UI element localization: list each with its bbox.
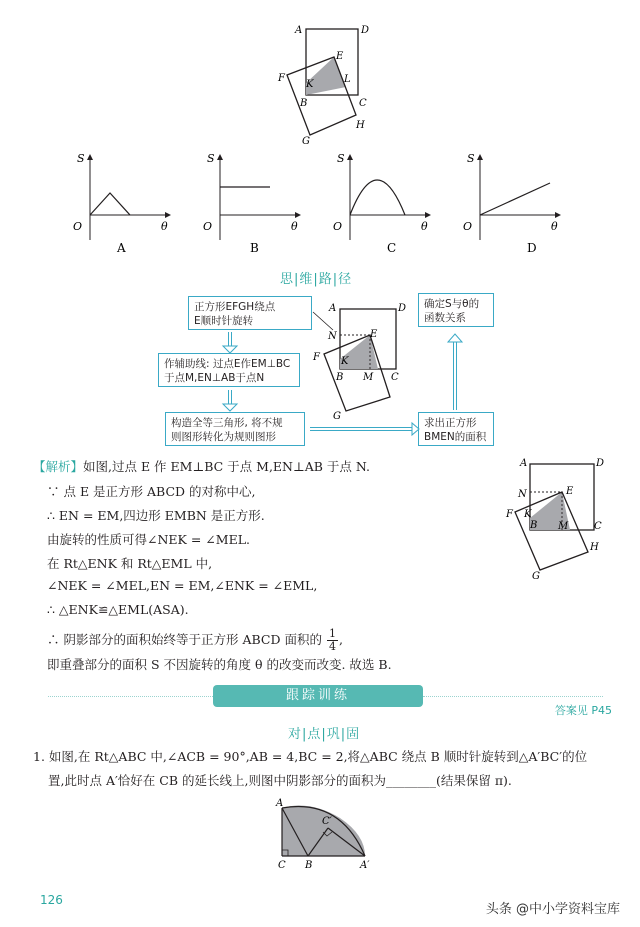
solution-line-6: ∠NEK = ∠MEL,EN = EM,∠ENK = ∠EML, [47, 578, 318, 593]
label-A: A [295, 25, 303, 36]
svg-text:A: A [520, 458, 528, 469]
solution-line-2: ∵ 点 E 是正方形 ABCD 的对称中心, [47, 484, 256, 499]
svg-text:H: H [590, 542, 599, 553]
svg-text:K: K [341, 356, 349, 367]
svg-text:C: C [594, 521, 602, 532]
svg-text:O: O [73, 220, 83, 233]
solution-line-3: ∴ EN = EM,四边形 EMBN 是正方形. [47, 508, 265, 523]
svg-text:S: S [467, 152, 475, 165]
banner-rule-left [48, 696, 213, 697]
label-L: L [344, 74, 351, 85]
label-F: F [278, 73, 285, 84]
svg-text:N: N [328, 331, 337, 342]
solution-line-5: 在 Rt△ENK 和 Rt△EML 中, [47, 556, 213, 571]
solution-line-9: 即重叠部分的面积 S 不因旋转的角度 θ 的改变而改变. 故选 B. [47, 657, 392, 672]
answer-reference: 答案见 P45 [554, 704, 612, 717]
svg-text:M: M [363, 372, 374, 383]
svg-text:D: D [398, 303, 407, 314]
option-letter-C: C [387, 241, 397, 255]
svg-text:O: O [333, 220, 343, 233]
svg-text:O: O [203, 220, 213, 233]
banner-rule-right [423, 696, 603, 697]
option-letter-D: D [527, 241, 537, 255]
rotation-figure [270, 790, 380, 870]
solution-line-1: 【解析】如图,过点 E 作 EM⊥BC 于点 M,EN⊥AB 于点 N. [33, 459, 371, 474]
watermark: 头条 @中小学资料宝库 [485, 902, 620, 917]
svg-text:N: N [518, 489, 527, 500]
svg-text:K: K [524, 509, 532, 520]
svg-text:θ: θ [291, 220, 298, 233]
svg-text:G: G [333, 411, 341, 422]
svg-text:A: A [329, 303, 337, 314]
flow-box-congruent: 构造全等三角形, 将不规 则图形转化为规则图形 [165, 412, 305, 446]
svg-text:B: B [336, 372, 344, 383]
label-B: B [300, 98, 308, 109]
solution-tag: 【解析】 [33, 459, 84, 474]
svg-text:B: B [530, 520, 538, 531]
svg-text:E: E [566, 486, 574, 497]
label-K: K [306, 79, 314, 90]
graph-option-C [325, 150, 445, 260]
problem-line-2: 置,此时点 A′恰好在 CB 的延长线上,则图中阴影部分的面积为________(结果保留 π). [48, 773, 512, 788]
flow-box-function: 确定S与θ的 函数关系 [418, 293, 494, 327]
svg-text:C: C [391, 372, 399, 383]
fraction: $\frac{1}{4}$ [328, 627, 336, 653]
right-square-figure [500, 452, 615, 582]
sub-section-title: 对|点|巩|固 [288, 727, 361, 742]
solution-line-8: ∴ 阴影部分的面积始终等于正方形 ABCD 面积的 $\frac{1}{4}$ , [47, 627, 343, 653]
solution-line-7: ∴ △ENK≌△EML(ASA). [47, 602, 189, 617]
svg-text:C: C [278, 860, 286, 870]
svg-text:O: O [463, 220, 473, 233]
tracking-training-banner: 跟踪训练 [213, 685, 423, 707]
svg-text:B: B [305, 860, 313, 870]
svg-text:S: S [207, 152, 215, 165]
svg-text:θ: θ [161, 220, 168, 233]
mid-square-figure [308, 297, 413, 422]
label-H: H [356, 120, 365, 131]
graph-option-A [65, 150, 185, 260]
top-square-figure [270, 15, 380, 150]
label-G: G [302, 136, 310, 147]
option-letter-B: B [250, 241, 259, 255]
flow-box-rotate: 正方形EFGH绕点 E顺时针旋转 [188, 296, 312, 330]
svg-text:S: S [77, 152, 85, 165]
svg-text:S: S [337, 152, 345, 165]
option-letter-A: A [117, 241, 126, 255]
svg-text:D: D [596, 458, 605, 469]
svg-text:C′: C′ [322, 816, 332, 827]
flow-box-area: 求出正方形 BMEN的面积 [418, 412, 494, 446]
svg-text:A: A [276, 798, 284, 809]
svg-text:F: F [506, 509, 513, 520]
problem-line-1: 1. 如图,在 Rt△ABC 中,∠ACB = 90°,AB = 4,BC = 2,将△ABC 绕点 B 顺时针旋转到△A′BC′的位 [33, 749, 588, 764]
svg-text:θ: θ [551, 220, 558, 233]
svg-text:A′: A′ [360, 860, 370, 870]
svg-text:θ: θ [421, 220, 428, 233]
thinking-path-title: 思|维|路|径 [280, 272, 353, 287]
label-C: C [359, 98, 367, 109]
svg-text:F: F [313, 352, 320, 363]
svg-text:G: G [532, 571, 540, 582]
flow-box-auxiliary: 作辅助线: 过点E作EM⊥BC 于点M,EN⊥AB于点N [158, 353, 300, 387]
graph-option-D [455, 150, 575, 260]
page-number: 126 [40, 893, 63, 907]
graph-option-B [195, 150, 315, 260]
svg-text:M: M [558, 521, 569, 532]
svg-text:E: E [370, 329, 378, 340]
label-D: D [361, 25, 370, 36]
label-E: E [336, 51, 344, 62]
solution-line-4: 由旋转的性质可得∠NEK = ∠MEL. [47, 532, 250, 547]
